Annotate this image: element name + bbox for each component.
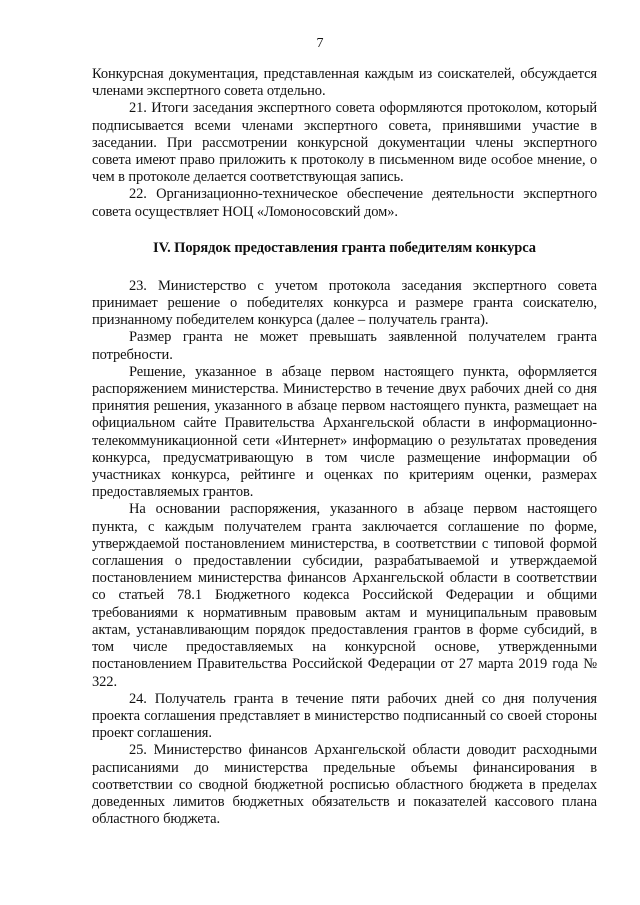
- paragraph-24: 24. Получатель гранта в течение пяти рабочих дней со дня получения проекта соглашения представляет в министерство подписанный со своей стороны проект соглашения.: [92, 690, 597, 742]
- paragraph: Размер гранта не может превышать заявленной получателем гранта потребности.: [92, 329, 597, 363]
- section-heading: IV. Порядок предоставления гранта победителям конкурса: [153, 239, 536, 256]
- paragraph: На основании распоряжения, указанного в абзаце первом настоящего пункта, с каждым получателем гранта заключается соглашение по форме, утверждаемой постановлением министерства, в соответствии с типовой формой соглашения о предоставлении субсидии, разрабатываемой и утверждаемой постановлением министерства финансов Архангельской области в соответствии со статьей 78.1 Бюджетного кодекса Российской Федерации и общими требованиями к нормативным правовым актам и муниципальным правовым актам, устанавливающим порядок предоставления грантов в форме субсидий, в том числе предоставляемых на конкурсной основе, утвержденными постановлением Правительства Российской Федерации от 27 марта 2019 года № 322.: [92, 501, 597, 690]
- paragraph: Конкурсная документация, представленная каждым из соискателей, обсуждается членами экспертного совета отдельно.: [92, 66, 597, 100]
- document-body: [92, 66, 597, 828]
- paragraph-23: 23. Министерство с учетом протокола заседания экспертного совета принимает решение о победителях конкурса и размере гранта соискателю, признанному победителем конкурса (далее – получатель гранта).: [92, 277, 597, 329]
- paragraph-21: 21. Итоги заседания экспертного совета оформляются протоколом, который подписывается всеми членами экспертного совета, принявшими участие в заседании. При рассмотрении конкурсной документации члены экспертного совета имеют право приложить к протоколу в письменном виде особое мнение, о чем в протоколе делается соответствующая запись.: [92, 100, 597, 186]
- page-number: 7: [316, 36, 324, 51]
- paragraph-22: 22. Организационно-техническое обеспечение деятельности экспертного совета осуществляет НОЦ «Ломоносовский дом».: [92, 186, 597, 220]
- paragraph-25: 25. Министерство финансов Архангельской области доводит расходными расписаниями до министерства предельные объемы финансирования в соответствии со сводной бюджетной росписью областного бюджета в пределах доведенных лимитов бюджетных обязательств и показателей кассового плана областного бюджета.: [92, 742, 597, 828]
- section-continuation: [92, 66, 597, 221]
- section-iv-body: [92, 278, 597, 829]
- paragraph: Решение, указанное в абзаце первом настоящего пункта, оформляется распоряжением министерства. Министерство в течение двух рабочих дней со дня принятия решения, указанного в абзаце первом настоящего пункта, размещает на официальном сайте Правительства Архангельской области в информационно-телекоммуникационной сети «Интернет» информацию о результатах проведения конкурса, предусматривающую в том числе размещение информации об участниках конкурса, рейтинге и оценках по критериям оценки, размерах предоставляемых грантов.: [92, 363, 597, 501]
